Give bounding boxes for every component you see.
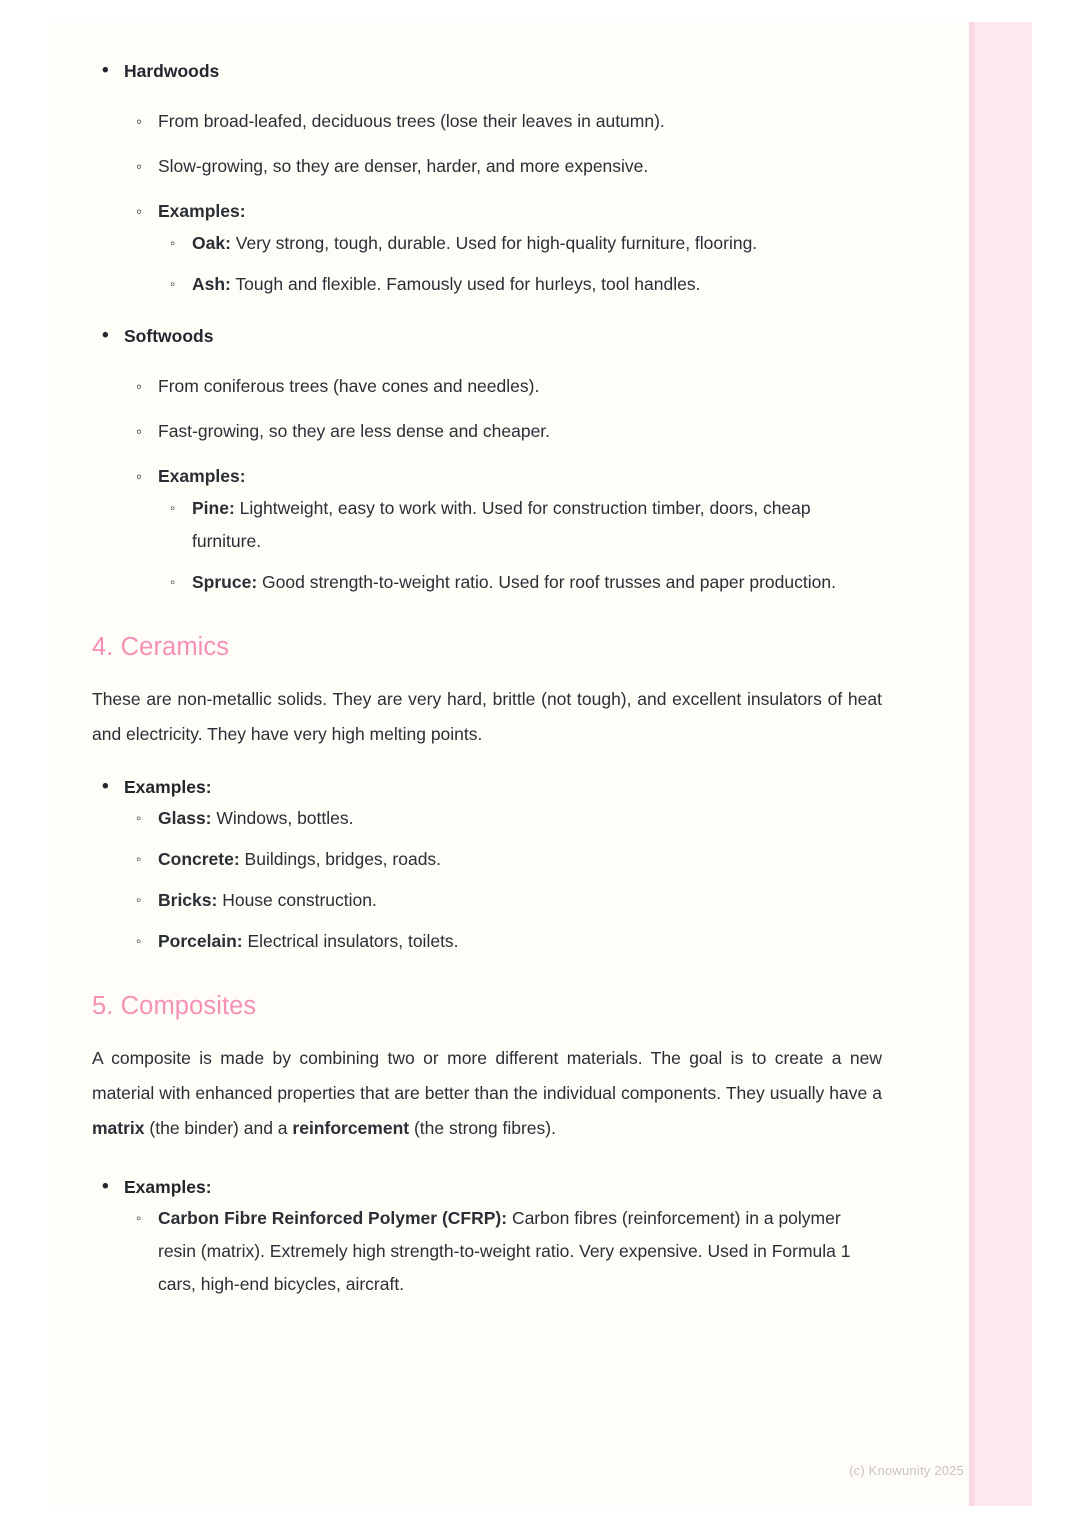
list-item	[92, 566, 882, 599]
hardwoods-title: Hardwoods	[124, 61, 220, 81]
softwoods-title: Softwoods	[124, 326, 214, 346]
list-item	[92, 772, 882, 802]
document-page	[48, 22, 1032, 1506]
list-item	[92, 925, 882, 958]
list-item	[92, 416, 882, 447]
list-item	[92, 1172, 882, 1202]
softwoods-point-2: Fast-growing, so they are less dense and cheaper.	[158, 421, 551, 441]
document-content	[92, 22, 882, 1301]
composites-para-bold2: reinforcement	[292, 1118, 410, 1138]
section-heading-ceramics: 4. Ceramics	[92, 633, 230, 661]
example-text-oak: Very strong, tough, durable. Used for high-quality furniture, flooring.	[230, 233, 758, 253]
list-item	[92, 843, 882, 876]
example-term-bricks: Bricks:	[158, 890, 218, 910]
example-text-ash: Tough and flexible. Famously used for hurleys, tool handles.	[230, 274, 701, 294]
hardwoods-point-1: From broad-leafed, deciduous trees (lose their leaves in autumn).	[158, 111, 665, 131]
ceramics-examples-label: Examples:	[124, 777, 212, 797]
example-text-pine: Lightweight, easy to work with. Used for construction timber, doors, cheap furniture.	[192, 498, 811, 551]
list-item	[92, 227, 882, 260]
ceramics-paragraph: These are non-metallic solids. They are very hard, brittle (not tough), and excellent insulators of heat and electricity. They have very high melting points.	[92, 689, 882, 744]
example-term-glass: Glass:	[158, 808, 212, 828]
list-item	[92, 151, 882, 182]
example-term-oak: Oak:	[192, 233, 231, 253]
example-text-cfrp: Carbon fibres (reinforcement) in a polymer resin (matrix). Extremely high strength-to-weight ratio. Very expensive. Used in Formula 1 cars, high-end bicycles, aircraft.	[158, 1208, 851, 1294]
softwoods-point-1: From coniferous trees (have cones and needles).	[158, 376, 540, 396]
example-text-spruce: Good strength-to-weight ratio. Used for roof trusses and paper production.	[257, 572, 836, 592]
list-item	[92, 461, 882, 492]
list-item	[92, 802, 882, 835]
example-term-spruce: Spruce:	[192, 572, 258, 592]
list-item	[92, 492, 882, 558]
softwoods-examples-label: Examples:	[158, 466, 246, 486]
list-item	[92, 196, 882, 227]
hardwoods-examples-label: Examples:	[158, 201, 246, 221]
list-item-softwoods	[92, 321, 882, 351]
list-item	[92, 268, 882, 301]
example-term-concrete: Concrete:	[158, 849, 240, 869]
list-item	[92, 106, 882, 137]
list-item-hardwoods	[92, 56, 882, 86]
hardwoods-point-2: Slow-growing, so they are denser, harder, and more expensive.	[158, 156, 649, 176]
composites-para-part1: A composite is made by combining two or more different materials. The goal is to create a new material with enhanced properties that are better than the individual components. They usually have a	[92, 1048, 882, 1103]
example-term-porcelain: Porcelain:	[158, 931, 243, 951]
composites-para-part2: (the binder) and a	[144, 1118, 293, 1138]
example-text-porcelain: Electrical insulators, toilets.	[242, 931, 459, 951]
list-item	[92, 884, 882, 917]
section-heading-composites: 5. Composites	[92, 992, 257, 1020]
example-text-glass: Windows, bottles.	[211, 808, 354, 828]
composites-para-bold1: matrix	[92, 1118, 145, 1138]
composites-paragraph	[92, 1041, 882, 1146]
list-item	[92, 1202, 882, 1301]
example-term-cfrp: Carbon Fibre Reinforced Polymer (CFRP):	[158, 1208, 508, 1228]
list-item	[92, 371, 882, 402]
page-accent-bar	[975, 22, 1032, 1506]
example-text-concrete: Buildings, bridges, roads.	[239, 849, 442, 869]
composites-examples-label: Examples:	[124, 1177, 212, 1197]
watermark: (c) Knowunity 2025	[849, 1463, 964, 1478]
example-term-pine: Pine:	[192, 498, 235, 518]
example-term-ash: Ash:	[192, 274, 231, 294]
composites-para-part3: (the strong fibres).	[409, 1118, 556, 1138]
example-text-bricks: House construction.	[217, 890, 377, 910]
